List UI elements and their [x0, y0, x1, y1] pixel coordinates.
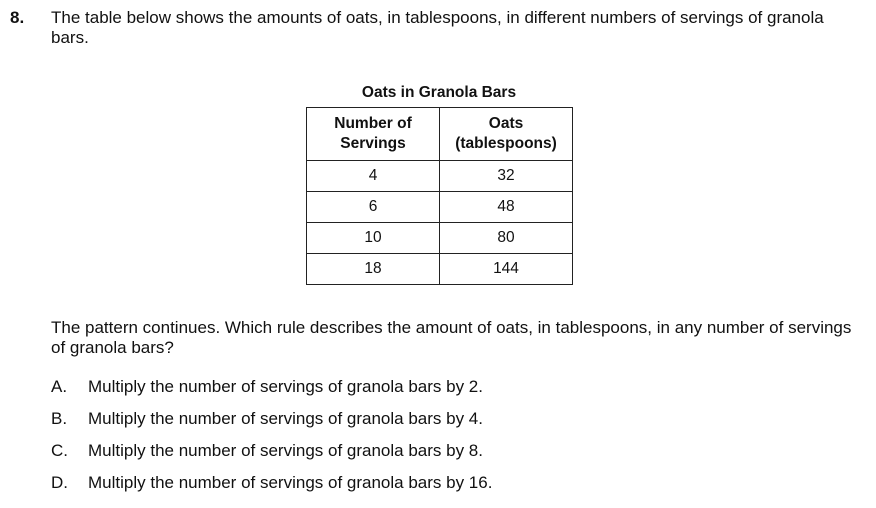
header-servings — [307, 108, 440, 161]
header-oats-line2: (tablespoons) — [455, 135, 557, 152]
answer-choices — [51, 374, 851, 502]
choice-text: Multiply the number of servings of granola bars by 4. — [88, 409, 483, 428]
choice-letter: B. — [51, 409, 68, 428]
choice-letter: D. — [51, 473, 68, 492]
question-number: 8. — [10, 8, 25, 27]
servings-cell: 6 — [307, 192, 440, 223]
servings-cell: 4 — [307, 161, 440, 192]
choice-text: Multiply the number of servings of granola bars by 16. — [88, 473, 493, 492]
choice-text: Multiply the number of servings of granola bars by 2. — [88, 377, 483, 396]
oats-cell: 48 — [440, 192, 573, 223]
header-oats-line1: Oats — [488, 115, 524, 132]
choice-letter: C. — [51, 441, 68, 460]
choice-d[interactable] — [51, 470, 851, 502]
table-row — [307, 161, 573, 192]
header-servings-line1: Number of — [334, 115, 412, 132]
oats-table — [306, 107, 573, 285]
oats-cell: 32 — [440, 161, 573, 192]
header-servings-line2: Servings — [340, 135, 406, 152]
header-oats — [440, 108, 573, 161]
servings-cell: 10 — [307, 223, 440, 254]
oats-cell: 80 — [440, 223, 573, 254]
choice-c[interactable] — [51, 438, 851, 470]
table-row — [307, 254, 573, 285]
table-row — [307, 223, 573, 254]
question-prompt: The pattern continues. Which rule describes the amount of oats, in tablespoons, in any number of servings of granola bars? — [51, 318, 852, 357]
choice-b[interactable] — [51, 406, 851, 438]
choice-text: Multiply the number of servings of granola bars by 8. — [88, 441, 483, 460]
table-title: Oats in Granola Bars — [361, 84, 517, 101]
choice-a[interactable] — [51, 374, 851, 406]
oats-cell: 144 — [440, 254, 573, 285]
table-row — [307, 192, 573, 223]
choice-letter: A. — [51, 377, 68, 396]
table-header-row — [307, 108, 573, 161]
servings-cell: 18 — [307, 254, 440, 285]
question-stem: The table below shows the amounts of oats, in tablespoons, in different numbers of servings of granola bars. — [51, 8, 824, 47]
